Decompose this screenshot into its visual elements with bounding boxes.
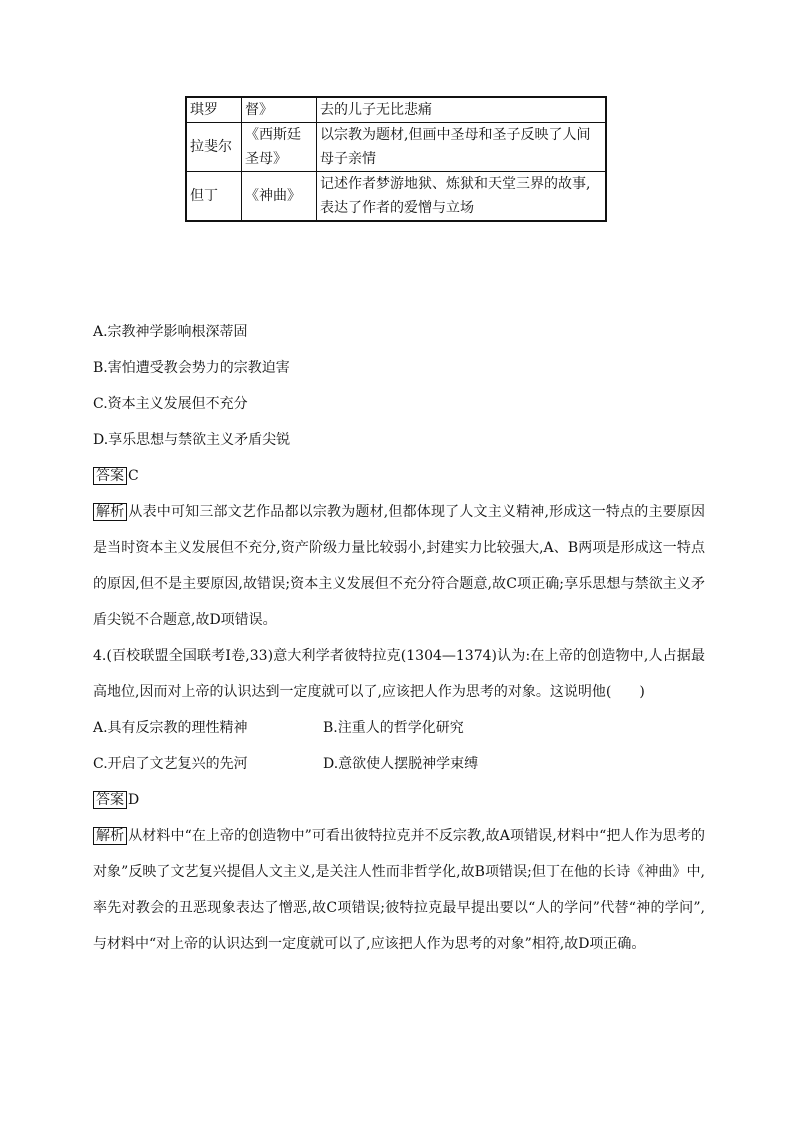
q4-option-b: B.注重人的哲学化研究	[323, 720, 464, 736]
analysis-tag: 解析	[93, 503, 127, 521]
answer-tag: 答案	[93, 467, 127, 485]
answer-value: C	[128, 468, 139, 484]
answer-tag: 答案	[93, 791, 127, 809]
table-row	[186, 172, 606, 222]
q4-answer	[93, 790, 713, 810]
q3-analysis	[93, 494, 705, 638]
q4-options-row-1	[93, 718, 713, 738]
q3-option-b: B.害怕遭受教会势力的宗教迫害	[93, 360, 290, 376]
author-cell: 琪罗	[186, 97, 242, 123]
q4-options-row-2	[93, 754, 713, 774]
analysis-text: 从表中可知三部文艺作品都以宗教为题材,但都体现了人文主义精神,形成这一特点的主要原因是当时资本主义发展但不充分,资产阶级力量比较弱小,封建实力比较强大,A、B两项是形成这一特点的原因,但不是主要原因,故错误;资本主义发展但不充分符合题意,故C项正确;享乐思想与禁欲主义矛盾尖锐不合题意,故D项错误。	[93, 504, 706, 628]
analysis-tag: 解析	[93, 827, 127, 845]
q3-answer	[93, 466, 713, 486]
author-cell: 但丁	[186, 172, 242, 222]
works-table	[185, 96, 607, 222]
q4-option-d: D.意欲使人摆脱神学束缚	[323, 756, 479, 772]
q3-option-d: D.享乐思想与禁欲主义矛盾尖锐	[93, 432, 291, 448]
work-cell: 《西斯廷圣母》	[242, 123, 317, 172]
q4-analysis	[93, 818, 705, 962]
author-cell: 拉斐尔	[186, 123, 242, 172]
q4-stem: 4.(百校联盟全国联考Ⅰ卷,33)意大利学者彼特拉克(1304—1374)认为:在上帝的创造物中,人占据最高地位,因而对上帝的认识达到一定度就可以了,应该把人作为思考的对象。这说明他( )	[93, 648, 705, 700]
work-cell: 《神曲》	[242, 172, 317, 222]
content-cell: 以宗教为题材,但画中圣母和圣子反映了人间母子亲情	[317, 123, 607, 172]
table-row	[186, 123, 606, 172]
table-row	[186, 97, 606, 123]
answer-value: D	[128, 792, 140, 808]
q3-option-a: A.宗教神学影响根深蒂固	[93, 324, 248, 340]
q4-option-a: A.具有反宗教的理性精神	[93, 720, 248, 736]
q3-option-c: C.资本主义发展但不充分	[93, 396, 248, 412]
content-cell: 去的儿子无比悲痛	[317, 97, 607, 123]
analysis-text: 从材料中“在上帝的创造物中”可看出彼特拉克并不反宗教,故A项错误,材料中“把人作为思考的对象”反映了文艺复兴提倡人文主义,是关注人性而非哲学化,故B项错误;但丁在他的长诗《神曲》中,率先对教会的丑恶现象表达了憎恶,故C项错误;彼特拉克最早提出要以“人的学问”代替“神的学问”,与材料中“对上帝的认识达到一定度就可以了,应该把人作为思考的对象”相符,故D项正确。	[93, 828, 705, 952]
q4-option-c: C.开启了文艺复兴的先河	[93, 756, 248, 772]
content-cell: 记述作者梦游地狱、炼狱和天堂三界的故事,表达了作者的爱憎与立场	[317, 172, 607, 222]
work-cell: 督》	[242, 97, 317, 123]
